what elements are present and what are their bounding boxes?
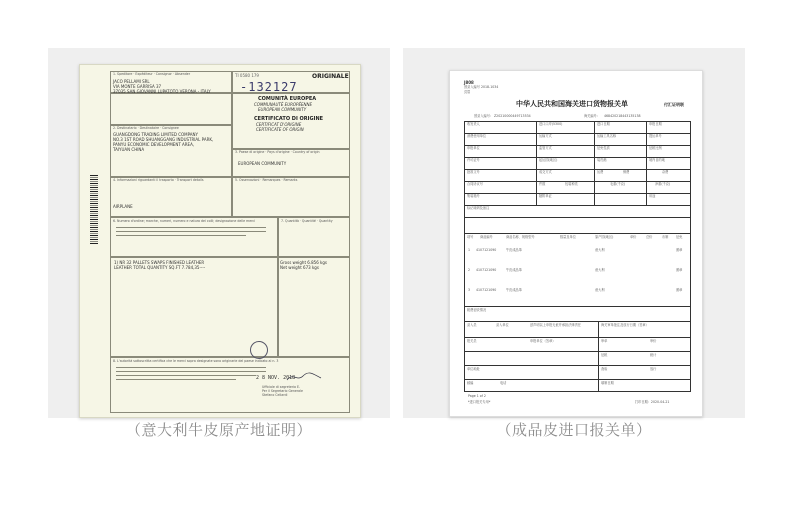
goods-line: LEATHER TOTAL QUANTITY SQ.FT 7.784,35---- xyxy=(114,265,206,270)
date-stamp: 2 8 NOV. 2018 xyxy=(256,375,296,381)
transport-box xyxy=(110,177,232,217)
field-label: 申报单位 xyxy=(467,146,480,150)
footer-label: 查验 xyxy=(601,367,608,371)
rule-line xyxy=(646,121,647,205)
text-line xyxy=(116,231,266,232)
footer-label: 录入员 xyxy=(467,323,477,327)
barcode-strip xyxy=(90,175,98,245)
goods-cell: 牛皮成品革 xyxy=(506,268,522,272)
preentry-value: Z20210000449713534 xyxy=(494,114,531,118)
goods-cell: 3 xyxy=(468,288,471,292)
transport-label: 4. Informazioni riguardanti il trasporto · Transport details xyxy=(113,178,204,182)
text-line xyxy=(116,227,266,228)
goods-col-header: 项号 xyxy=(467,235,474,239)
footer-label: 单位地址 xyxy=(467,367,480,371)
field-label: 起运国(地区) xyxy=(539,158,558,162)
consignee-top-box xyxy=(110,93,232,125)
goods-cell: 照章 xyxy=(676,248,683,252)
origin-value: EUROPEAN COMMUNITY xyxy=(238,161,287,166)
goods-cell: 2 xyxy=(468,268,471,272)
remarks-label: 5. Osservazioni · Remarques · Remarks xyxy=(235,178,298,182)
footer-label: 征税 xyxy=(601,353,608,357)
goods-cell: 4107121090 xyxy=(476,288,497,292)
field-label: 运费 xyxy=(597,170,604,174)
rule-line xyxy=(690,121,691,391)
field-label: 件数 xyxy=(539,182,546,186)
certification-box xyxy=(110,357,350,413)
rule-line xyxy=(464,169,690,170)
signature-mark-icon xyxy=(285,370,325,384)
rule-line xyxy=(464,351,690,352)
officer-line: Per il Segretario Generale xyxy=(262,389,303,393)
quantity-line: Net weight 673 kgs xyxy=(280,265,319,270)
goods-cell: 4107121090 xyxy=(476,268,497,272)
rule-line xyxy=(464,306,690,307)
field-label: 申报日期 xyxy=(649,122,662,126)
stamp-number: -132127 xyxy=(240,80,298,94)
field-label: 批准文号 xyxy=(467,170,480,174)
goods-col-header: 数量及单位 xyxy=(560,235,576,239)
consignee-line: TAIYUAN CHINA xyxy=(113,147,145,152)
field-label: 运输工具名称 xyxy=(597,134,617,138)
footer-label: 统计 xyxy=(650,353,657,357)
goods-cell: 意大利 xyxy=(595,288,605,292)
field-label: 标记唛码及备注 xyxy=(467,206,490,210)
footer-label: 放行 xyxy=(650,367,657,371)
consignor-line: 37035 SAN GIOVANNI LUPATOTO VERONA - ITALY xyxy=(113,89,211,94)
footer-label: 邮编 xyxy=(467,381,474,385)
footer-label: 填制日期 xyxy=(601,381,614,385)
top-code: J808 xyxy=(464,80,474,85)
goods-col-header: 商品编号 xyxy=(480,235,493,239)
transport-value: AIRPLANE xyxy=(113,204,133,209)
page-label: Page 1 of 2 xyxy=(468,394,486,398)
customs-declaration-document xyxy=(449,70,703,417)
title-line: CERTIFICATE OF ORIGIN xyxy=(256,127,304,132)
field-label: 杂费 xyxy=(662,170,669,174)
rule-line xyxy=(464,205,690,206)
footer-label: 电话 xyxy=(500,381,507,385)
field-label: 收发货人 xyxy=(467,122,480,126)
field-label: 保费 xyxy=(623,170,630,174)
field-label: 进口口岸(5300) xyxy=(539,122,563,126)
rule-line xyxy=(464,379,690,380)
caption-customs-declaration: （成品皮进口报关单） xyxy=(496,421,652,439)
goods-cell: 牛皮成品革 xyxy=(506,288,522,292)
goods-cell: 照章 xyxy=(676,288,683,292)
rule-line xyxy=(464,365,690,366)
field-label: 监管方式 xyxy=(539,146,552,150)
footer-label: 海关审单批注及放行日期（签章） xyxy=(601,323,649,327)
title-line: CERTIFICATO DI ORIGINE xyxy=(254,116,324,122)
caption-certificate-of-origin: （意大利牛皮原产地证明） xyxy=(125,421,312,439)
goods-cell: 照章 xyxy=(676,268,683,272)
field-label: 合同协议号 xyxy=(467,182,483,186)
field-label: 随附单证 xyxy=(539,194,552,198)
field-label: 征税比例 xyxy=(649,146,662,150)
field-label: 提运单号 xyxy=(649,134,662,138)
goods-col-header: 币制 xyxy=(662,235,669,239)
goods-col-header: 商品名称、规格型号 xyxy=(506,235,535,239)
title-line: CERTIFICAT D'ORIGINE xyxy=(256,122,302,127)
rule-line xyxy=(598,321,599,391)
remarks-box xyxy=(232,177,350,217)
field-label: 包装种类 xyxy=(565,182,578,186)
top-sub2: 页眉 xyxy=(464,90,471,94)
goods-cell: 意大利 xyxy=(595,248,605,252)
officer-line: Ufficiale di segreteria E. xyxy=(262,385,301,389)
rule-line xyxy=(464,321,690,322)
footer-label: 税费征收情况 xyxy=(467,308,487,312)
rule-line xyxy=(464,233,690,234)
customs-declaration-card xyxy=(403,48,745,418)
footer-label: 兹声明以上申报无讹并承担法律责任 xyxy=(530,323,581,327)
field-label: 装货港 xyxy=(597,158,607,162)
field-label: 集装箱号 xyxy=(467,194,480,198)
origin-label: 3. Paese di origine · Pays d'origine · Country of origin xyxy=(235,150,320,154)
rule-line xyxy=(464,391,691,392)
goods-col-header: 原产国(地区) xyxy=(595,235,614,239)
consignee-line: NO.3 1ST ROAD SHUANGGANG INDUSTRIAL PARK, xyxy=(113,137,214,142)
text-line xyxy=(116,375,256,376)
consignee-line: PANYU ECONOMIC DEVELOPMENT AREA, xyxy=(113,142,195,147)
certification-label: 8. L'autorità sottoscritta certifica che le merci sopra designate sono originarie del paese indicato al n. 3 xyxy=(113,359,279,363)
top-sub: 预录入编号 2018-1034 xyxy=(464,85,499,89)
footer-label: 录入单位 xyxy=(496,323,509,327)
rule-line xyxy=(464,217,690,218)
footer-label: 报关员 xyxy=(467,339,477,343)
text-line xyxy=(116,371,266,372)
consignor-line: VIA MONTE GARRISA 37 xyxy=(113,84,162,89)
rule-line xyxy=(464,193,690,194)
goods-col-header: 单价 xyxy=(630,235,637,239)
rule-line xyxy=(594,121,595,205)
field-label: 净重(千克) xyxy=(655,182,671,186)
title-line: EUROPEAN COMMUNITY xyxy=(258,107,307,112)
officer-line: Stefano Cellardi xyxy=(262,393,288,397)
field-label: 用途 xyxy=(649,194,656,198)
chamber-seal-icon xyxy=(250,341,268,359)
field-label: 毛重(千克) xyxy=(610,182,626,186)
text-line xyxy=(116,367,266,368)
goods-label: 6. Numero d'ordine; marche, numeri, numero e natura dei colli; designazione delle merci xyxy=(113,219,256,223)
certificate-of-origin-document xyxy=(79,64,361,418)
goods-cell: 1 xyxy=(468,248,471,252)
footer-label: 审单 xyxy=(601,339,608,343)
goods-col-header: 总价 xyxy=(646,235,653,239)
title-line: COMUNITÀ EUROPEA xyxy=(258,96,317,102)
text-line xyxy=(116,379,236,380)
field-label: 境内目的地 xyxy=(649,158,665,162)
text-line xyxy=(116,235,246,236)
footer-label: 申报单位（签章） xyxy=(530,339,556,343)
field-label: 许可证号 xyxy=(467,158,480,162)
rule-line xyxy=(464,337,690,338)
quantity-line: Gross weight 6.856 kgs xyxy=(280,260,327,265)
field-label: 征免性质 xyxy=(597,146,610,150)
goods-line: 1) NR 32 PALLETS SWAPS FINISHED LEATHER xyxy=(114,260,205,265)
consignee-label: 2. Destinatario · Destinataire · Consignee xyxy=(113,126,179,130)
stamp-label: *进口报关专用* xyxy=(468,400,491,404)
customs-no-value: 468420218443135138 xyxy=(604,114,641,118)
goods-cell: 意大利 xyxy=(595,268,605,272)
footer-label: 审价 xyxy=(650,339,657,343)
declaration-title: 中华人民共和国海关进口货物报关单 xyxy=(516,100,628,108)
goods-cell: 牛皮成品革 xyxy=(506,248,522,252)
copy-label: 付汇证明联 xyxy=(664,102,684,107)
original-label: ORIGINALE xyxy=(312,73,349,80)
quantity-box xyxy=(278,257,350,357)
certificate-of-origin-card xyxy=(48,48,390,418)
consignee-line: GUANGDONG TRADING LIMITED COMPANY xyxy=(113,132,198,137)
rule-line xyxy=(536,121,537,205)
customs-no-label: 海关编号： xyxy=(584,114,600,118)
quantity-label: 7. Quantità · Quantité · Quantity xyxy=(281,219,333,223)
field-label: 运输方式 xyxy=(539,134,552,138)
print-date: 打印日期：2020-04-21 xyxy=(635,400,670,404)
field-label: 消费使用单位 xyxy=(467,134,487,138)
goods-col-header: 征免 xyxy=(676,235,683,239)
field-label: 进口日期 xyxy=(597,122,610,126)
consignor-label: 1. Speditore · Expéditeur · Consignor · Absender xyxy=(113,72,191,76)
title-line: COMMUNAUTÉ EUROPÉENNE xyxy=(254,102,313,107)
form-number: TI 0580 179 xyxy=(235,73,259,78)
field-label: 成交方式 xyxy=(539,170,552,174)
preentry-label: 预录入编号： xyxy=(474,114,494,118)
goods-cell: 4107121090 xyxy=(476,248,497,252)
consignor-line: JACO PELLAMI SRL xyxy=(113,79,150,84)
